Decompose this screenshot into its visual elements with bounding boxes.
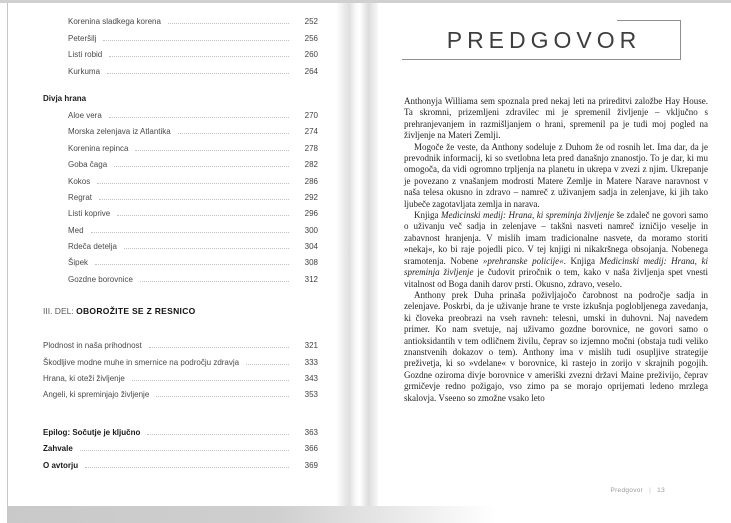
toc-group-heading: Divja hrana — [43, 93, 87, 103]
toc-item-label: Kurkuma — [68, 66, 101, 76]
toc-page-number: 369 — [304, 460, 318, 470]
toc-row — [43, 370, 318, 386]
book-spine-shadow — [336, 3, 380, 506]
toc-row — [43, 29, 318, 45]
toc-section — [43, 107, 318, 287]
toc-page-number: 308 — [304, 258, 318, 268]
page-title: PREDGOVOR — [446, 27, 642, 53]
italic-text-run: Medicinski medij: Hrana, ki spreminja življenje — [404, 255, 708, 278]
toc-dotted-leader — [246, 364, 289, 365]
footer-chapter-label: Predgovor — [610, 487, 644, 494]
toc-dotted-leader — [156, 396, 289, 397]
toc-page-number: 366 — [304, 444, 318, 454]
toc-row — [43, 205, 318, 221]
toc-dotted-leader — [132, 380, 289, 381]
toc-row — [43, 221, 318, 237]
toc-row — [43, 189, 318, 205]
toc-row — [43, 270, 318, 286]
toc-dotted-leader — [99, 199, 289, 200]
toc-row — [43, 46, 318, 62]
toc-item-label: Gozdne borovnice — [68, 274, 133, 284]
toc-row — [43, 139, 318, 155]
text-run: je čudovit priročnik o tem, kako v naša življenja spet vnesti vitalnost od Boga danih darov prsti. Okusno, zdravo, veselo. — [404, 267, 708, 289]
body-paragraph — [404, 290, 708, 404]
toc-item-label: Goba čaga — [68, 160, 108, 170]
toc-dotted-leader — [117, 215, 289, 216]
toc-item-label: Med — [68, 225, 84, 235]
toc-item-label: Kokos — [68, 176, 91, 186]
toc-dotted-leader — [97, 183, 289, 184]
toc-row — [43, 386, 318, 402]
toc-page-number: 260 — [304, 50, 318, 60]
toc-part-prefix: III. DEL: — [43, 305, 77, 316]
toc-item-label: Korenina repinca — [68, 143, 129, 153]
toc-page-number: 304 — [304, 242, 318, 252]
toc-dotted-leader — [91, 232, 289, 233]
toc-row — [43, 337, 318, 353]
toc-item-label: Morska zelenjava iz Atlantika — [68, 127, 171, 137]
toc-dotted-leader — [114, 166, 289, 167]
toc-item-label: Škodljive modne muhe in smernice na področju zdravja — [43, 357, 240, 367]
toc-page-number: 292 — [304, 192, 318, 202]
toc-item-label: Zahvale — [43, 444, 73, 454]
book-bottom-shadow — [7, 506, 497, 523]
toc-page-number: 282 — [304, 160, 318, 170]
toc-dotted-leader — [135, 150, 289, 151]
text-run: Mogoče že veste, da Anthony sodeluje z Duhom že od rosnih let. Ima dar, da je prevodnik informacij, ki so svetlobna leta pred današnjo znanostjo. To je dar, ki mu omogoča, da vidi ogromno trpljenja na planetu in ukrepa v zvezi z njim. Ukrepanje je povezano z vnašanjem modrosti Matere Zemlje in Matere Narave naravnost v naša telesa okusno in zdravo – namreč z uživanjem sadja in zelenjave, ki jih tako ljubeče zagotavljata zemlja in narava. — [404, 141, 708, 209]
toc-dotted-leader — [168, 23, 289, 24]
toc-page-number: 256 — [304, 33, 318, 43]
toc-page-number: 353 — [304, 390, 318, 400]
text-run: Anthony prek Duha prinaša poživljajočo čarobnost na področje sadja in zelenjave. Poskrbi, da je uživanje hrane te vrste izkušnja poglobljenega zavedanja, ki človeka preobrazi na vseh ravneh: telesni, umski in duhovni. Naj navedem primer. Ko nam svetuje, naj uživamo gozdne borovnice, ne govori samo o antioksidantih v tem odličnem živilu, čeprav so izjemno močni (obstaja tudi veliko znanstvenih dokazov o tem). Anthony ima v mislih tudi osupljive strategije preživetja, ki so »vdelane« v borovnice, ki rastejo in zorijo v skrajnih pogojih. Gozdne oziroma divje borovnice v ameriški zvezni državi Maine preživijo, čeprav grmičevje redno požigajo, vso zimo pa se morajo oprijemati ledeno mrzlega skalovja. Vseeno so zmožne vsako leto — [404, 289, 708, 403]
toc-page-number: 321 — [304, 341, 318, 351]
body-paragraphs — [404, 96, 708, 404]
toc-dotted-leader — [178, 133, 289, 134]
toc-dotted-leader — [80, 450, 289, 451]
toc-page-number: 252 — [304, 17, 318, 27]
toc-item-label: Regrat — [68, 192, 93, 202]
italic-text-run: Medicinski medij: Hrana, ki spreminja življenje — [441, 210, 614, 221]
toc-page-number: 286 — [304, 176, 318, 186]
toc-page-number: 300 — [304, 225, 318, 235]
toc-row — [43, 353, 318, 369]
toc-dotted-leader — [149, 347, 289, 348]
toc-section — [43, 423, 318, 472]
toc-item-label: Angeli, ki spreminjajo življenje — [43, 390, 150, 400]
chapter-title-block — [378, 10, 731, 63]
toc-page-number: 274 — [304, 127, 318, 137]
toc-section — [43, 305, 318, 317]
toc-dotted-leader — [124, 248, 289, 249]
toc-dotted-leader — [147, 434, 289, 435]
toc-row — [43, 440, 318, 456]
footer-separator: | — [649, 487, 652, 494]
toc-row — [43, 172, 318, 188]
body-paragraph — [404, 142, 708, 210]
toc-row — [43, 456, 318, 472]
toc-item-label: O avtorju — [43, 460, 79, 470]
toc-row — [43, 107, 318, 123]
toc-page-number: 363 — [304, 427, 318, 437]
body-paragraph — [404, 210, 708, 290]
text-run: . Knjiga — [563, 255, 600, 266]
page-right-foreword — [378, 3, 731, 506]
text-run: še zdaleč ne govori samo o uživanju več sadja in zelenjave – takšni nasveti namreč izničijo veselje in zabavnost hranjenja. V mislih imam tradicionalne nasvete, da moramo storiti »nekaj«, ko bi raje pojedli pico. V tej knjigi ni nikakršnega obsojanja. Nobenega sramotenja. Nobene — [404, 210, 708, 266]
toc-row — [43, 238, 318, 254]
toc-page-number: 278 — [304, 143, 318, 153]
toc-page-number: 270 — [304, 110, 318, 120]
page-footer — [610, 487, 665, 494]
toc-dotted-leader — [140, 281, 289, 282]
toc-item-label: Listi koprive — [68, 209, 111, 219]
toc-row — [43, 156, 318, 172]
footer-page-number: 13 — [657, 487, 665, 494]
toc-dotted-leader — [109, 56, 289, 57]
toc-item-label: Korenina sladkega korena — [68, 17, 161, 27]
toc — [8, 3, 338, 473]
toc-dotted-leader — [103, 40, 289, 41]
text-run: Knjiga — [414, 210, 442, 221]
toc-dotted-leader — [95, 264, 289, 265]
toc-item-label: Hrana, ki oteži življenje — [43, 374, 125, 384]
toc-page-number: 343 — [304, 374, 318, 384]
toc-dotted-leader — [107, 73, 289, 74]
toc-item-label: Epilog: Sočutje je ključno — [43, 427, 141, 437]
toc-page-number: 312 — [304, 274, 318, 284]
toc-item-label: Plodnost in naša prihodnost — [43, 341, 142, 351]
toc-section — [43, 92, 318, 104]
toc-dotted-leader — [109, 117, 289, 118]
toc-item-label: Listi robid — [68, 50, 103, 60]
toc-item-label: Aloe vera — [68, 110, 102, 120]
toc-part-heading — [43, 305, 318, 317]
page-left-edge-line — [7, 3, 8, 506]
italic-text-run: »prehranske policije« — [482, 255, 564, 266]
toc-item-label: Šipek — [68, 258, 89, 268]
toc-page-number: 333 — [304, 357, 318, 367]
toc-section — [43, 337, 318, 403]
toc-page-number: 264 — [304, 66, 318, 76]
toc-row — [43, 62, 318, 78]
toc-row — [43, 423, 318, 439]
body-paragraph — [404, 96, 708, 142]
toc-section — [43, 13, 318, 79]
toc-part-title: OBOROŽITE SE Z RESNICO — [76, 305, 196, 316]
text-run: Anthonyja Williama sem spoznala pred nekaj leti na prireditvi založbe Hay House. Ta skromni, prizemljeni zdravilec mi je spremenil življenje – vključno s prehranjevanjem in razmišljanjem o hrani, spremenil pa je tudi moj pogled na življenje na Materi Zemlji. — [404, 96, 708, 141]
page-left-toc — [8, 3, 338, 506]
toc-page-number: 296 — [304, 209, 318, 219]
toc-row — [43, 254, 318, 270]
toc-item-label: Peteršilj — [68, 33, 97, 43]
toc-dotted-leader — [85, 467, 289, 468]
toc-row — [43, 123, 318, 139]
toc-item-label: Rdeča detelja — [68, 242, 117, 252]
toc-row — [43, 13, 318, 29]
